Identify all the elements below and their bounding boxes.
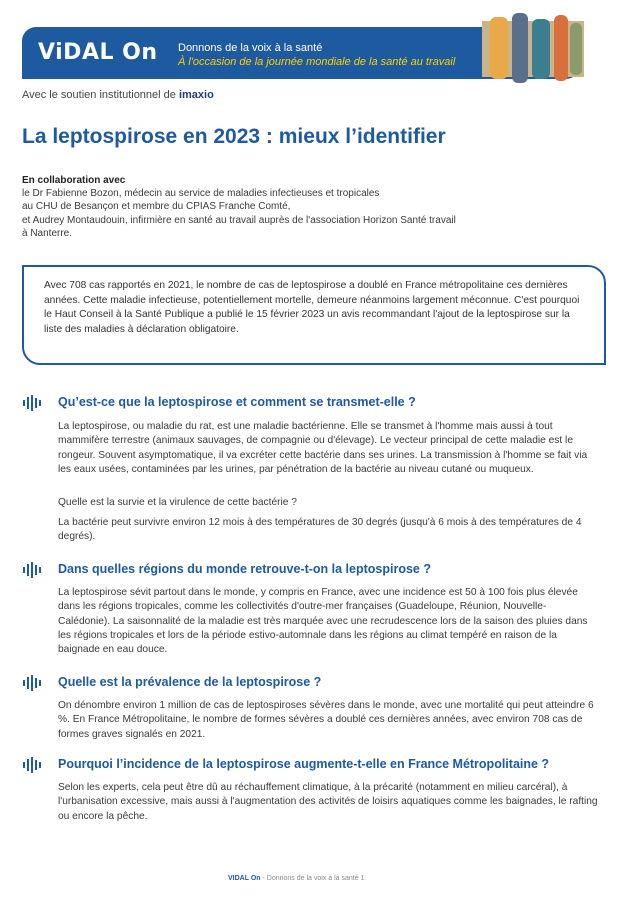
support-prefix: Avec le soutien institutionnel de <box>22 89 176 101</box>
collab-line: le Dr Fabienne Bozon, médecin au service de maladies infectieuses et tropicales <box>22 188 380 200</box>
sound-wave-icon <box>22 757 48 773</box>
footer <box>228 875 364 882</box>
collab-line: au CHU de Besançon et membre du CPIAS Franche Comté, <box>22 201 291 213</box>
sound-wave-icon <box>22 675 48 691</box>
intro-text: Avec 708 cas rapportés en 2021, le nombre de cas de leptospirose a doublé en France métropolitaine ces dernières années. Cette maladie infectieuse, potentiellement mortelle, demeure néanmoins largement méconnue. C'est pourquoi le Haut Conseil à la Santé Publique a publié le 15 février 2023 un avis recommandant l'ajout de la leptospirose sur la liste des maladies à déclaration obligatoire. <box>44 280 580 335</box>
sound-wave-icon <box>22 395 48 411</box>
section-paragraph: On dénombre environ 1 million de cas de leptospiroses sévères dans le monde, avec une mortalité qui peut atteindre 6 %. En France Métropolitaine, le nombre de formes sévères a doublé ces dernières années, avec environ 708 cas de formes graves signalés en 2021. <box>58 700 594 740</box>
page-title: La leptospirose en 2023 : mieux l’identifier <box>22 125 446 148</box>
section-paragraph: La leptospirose, ou maladie du rat, est une maladie bactérienne. Elle se transmet à l'homme mais aussi à tout mammifère terrestre (animaux sauvages, de compagnie ou d'élevage). Le vecteur principal de cette maladie est le rongeur. Souvent asymptomatique, il va excréter cette bactérie dans ses urines. La transmission à l'homme se fait via les eaux usées, contaminées par les urines, par pénétration de la bactérie au niveau cutané ou muqueux. <box>58 421 588 475</box>
section-heading: Dans quelles régions du monde retrouve-t-on la leptospirose ? <box>58 562 431 576</box>
collab-line: à Nanterre. <box>22 227 73 239</box>
section-heading: Qu’est-ce que la leptospirose et comment se transmet-elle ? <box>58 395 416 409</box>
tagline: Donnons de la voix à la santé <box>178 42 323 54</box>
section-heading: Quelle est la prévalence de la leptospirose ? <box>58 675 322 689</box>
collaboration-block <box>22 174 582 240</box>
sound-wave-icon <box>22 562 48 578</box>
collab-label: En collaboration avec <box>22 175 126 186</box>
footer-page-number: 1 <box>360 875 365 882</box>
subtagline: À l'occasion de la journée mondiale de la santé au travail <box>178 56 456 68</box>
section-paragraph: Quelle est la survie et la virulence de cette bactérie ? <box>58 497 297 508</box>
collab-line: et Audrey Montaudouin, infirmière en santé au travail auprès de l'association Horizon Santé travail <box>22 214 456 226</box>
header-photo <box>482 13 584 85</box>
support-brand: imaxio <box>178 89 214 101</box>
section-paragraph: La bactérie peut survivre environ 12 mois à des températures de 30 degrés (jusqu'à 6 mois à des températures de 4 degrés). <box>58 517 582 543</box>
section-heading: Pourquoi l’incidence de la leptospirose augmente-t-elle en France Métropolitaine ? <box>58 757 550 771</box>
intro-box <box>22 265 606 365</box>
support-line <box>22 89 214 101</box>
vidal-on-logo: ViDAL On <box>38 40 158 65</box>
footer-brand: VIDAL On <box>228 875 261 882</box>
section-paragraph: Selon les experts, cela peut être dû au réchauffement climatique, à la précarité (notamment en milieu carcéral), à l'urbanisation excessive, mais aussi à l'augmentation des activités de loisirs aquatiques comme les baignades, le rafting ou encore la pêche. <box>58 782 598 822</box>
section-paragraph: La leptospirose sévit partout dans le monde, y compris en France, avec une incidence est 50 à 100 fois plus élevée dans les régions tropicales, comme les collectivités d'outre-mer françaises (Guadeloupe, Réunion, Nouvelle-Calédonie). La saisonnalité de la maladie est très marquée avec une recrudescence lors de la saison des pluies dans les régions tropicales et lors de la période estivo-automnale dans les régions au climat tempéré en raison de la baignade en eau douce. <box>58 587 588 656</box>
footer-text: - Donnons de la voix à la santé <box>260 875 359 882</box>
